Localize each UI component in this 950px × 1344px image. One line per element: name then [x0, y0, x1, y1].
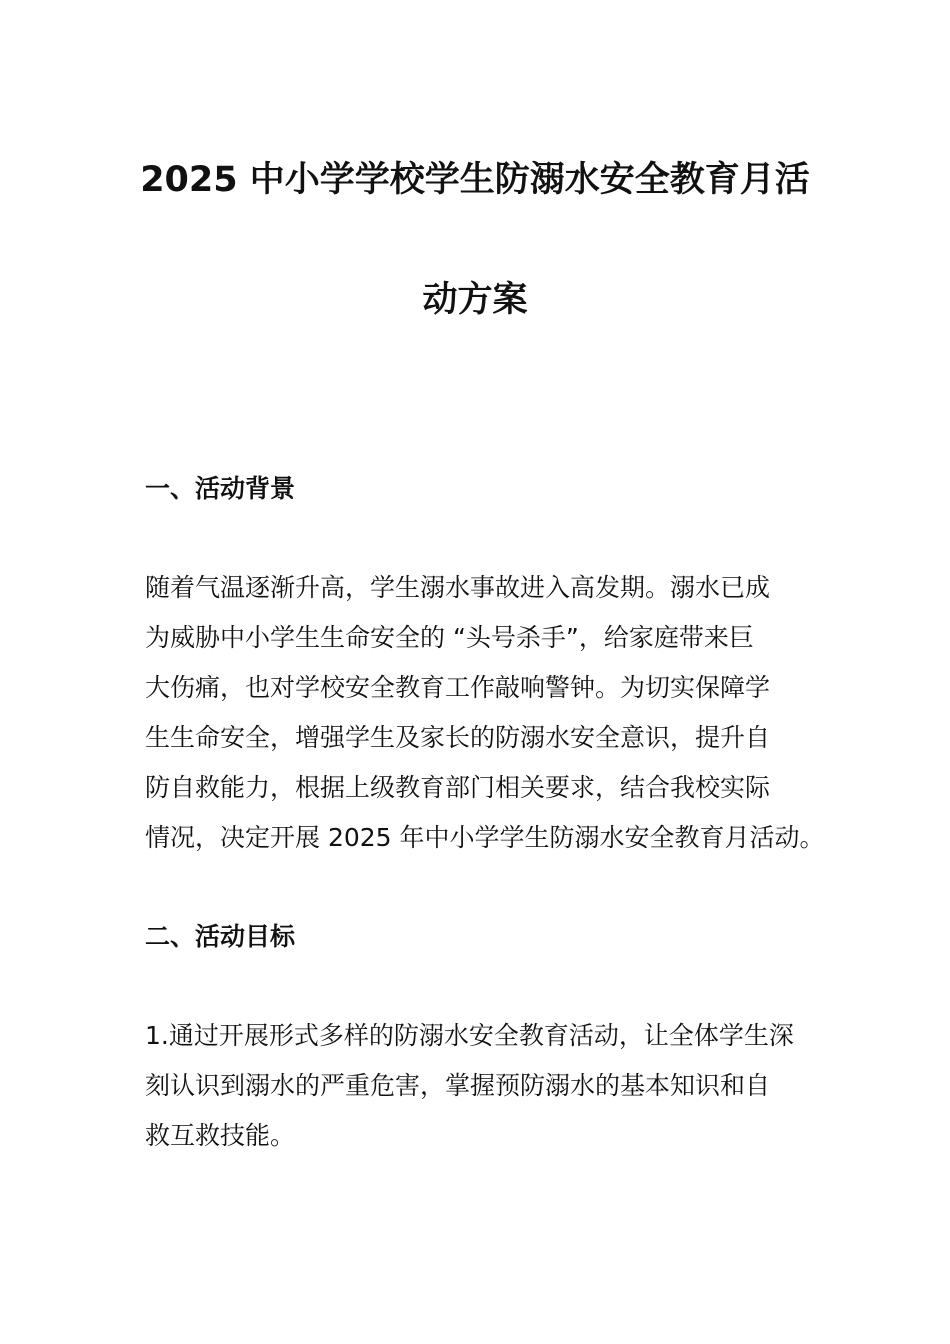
paragraph-line: 情况，决定开展 2025 年中小学学生防溺水安全教育月活动。: [145, 823, 825, 852]
paragraph-line: 1.通过开展形式多样的防溺水安全教育活动，让全体学生深: [145, 1021, 794, 1050]
section-paragraph-goals: [145, 1011, 810, 1161]
section-heading-background: 一、活动背景: [145, 474, 296, 503]
section-paragraph-background: [145, 563, 825, 863]
paragraph-line: 大伤痛，也对学校安全教育工作敲响警钟。为切实保障学: [145, 673, 771, 702]
paragraph-line: 救互救技能。: [145, 1121, 296, 1150]
document-title-line-2: 动方案: [422, 280, 528, 320]
paragraph-line: 为威胁中小学生生命安全的 “头号杀手”，给家庭带来巨: [145, 623, 754, 652]
paragraph-line: 刻认识到溺水的严重危害，掌握预防溺水的基本知识和自: [145, 1071, 771, 1100]
paragraph-line: 随着气温逐渐升高，学生溺水事故进入高发期。溺水已成: [145, 573, 771, 602]
paragraph-line: 防自救能力，根据上级教育部门相关要求，结合我校实际: [145, 773, 771, 802]
document-title-line-1: 2025 中小学学校学生防溺水安全教育月活: [140, 160, 810, 200]
section-heading-goals: 二、活动目标: [145, 922, 296, 951]
paragraph-line: 生生命安全，增强学生及家长的防溺水安全意识，提升自: [145, 723, 771, 752]
